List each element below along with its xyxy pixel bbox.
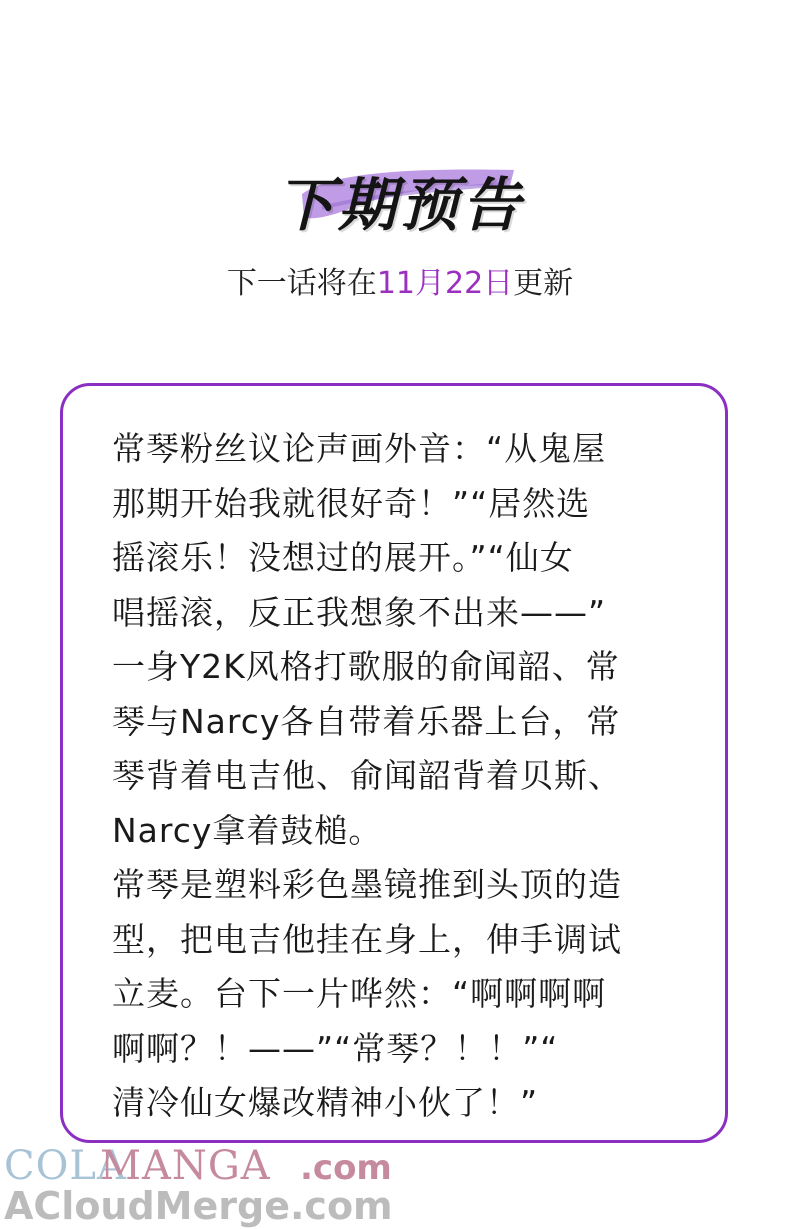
preview-line: 啊啊？！——”“常琴？！！”“ [112, 1028, 559, 1068]
watermark-com: .com [300, 1148, 392, 1188]
preview-line: 立麦。台下一片哗然：“啊啊啊啊 [112, 974, 607, 1013]
update-notice [0, 258, 800, 302]
preview-line: 一身Y2K风格打歌服的俞闻韶、常 [112, 647, 620, 686]
watermark-manga: MANGA [100, 1143, 271, 1189]
preview-line: 琴与Narcy各自带着乐器上台，常 [112, 701, 621, 741]
preview-line: 摇滚乐！没想过的展开。”“仙女 [112, 538, 574, 577]
page-title: 下期预告 [275, 171, 524, 239]
preview-line: Narcy拿着鼓槌。 [112, 810, 383, 850]
preview-text [112, 422, 687, 1131]
preview-line: 常琴是塑料彩色墨镜推到头顶的造 [112, 865, 622, 904]
watermark-cola: COLA [4, 1143, 127, 1189]
preview-line: 琴背着电吉他、俞闻韶背着贝斯、 [112, 756, 622, 795]
preview-line: 清冷仙女爆改精神小伙了！” [112, 1083, 539, 1122]
watermark-acloudmerge: ACloudMerge.com [4, 1184, 393, 1228]
preview-line: 常琴粉丝议论声画外音：“从鬼屋 [112, 429, 607, 468]
title-block [0, 150, 800, 239]
update-date: 11月22日 [376, 266, 514, 301]
update-notice-suffix: 更新 [513, 266, 574, 301]
preview-line: 唱摇滚，反正我想象不出来——” [112, 592, 607, 632]
preview-line: 型，把电吉他挂在身上，伸手调试 [112, 919, 622, 959]
update-notice-prefix: 下一话将在 [226, 266, 377, 301]
preview-line: 那期开始我就很好奇！”“居然选 [112, 483, 591, 523]
